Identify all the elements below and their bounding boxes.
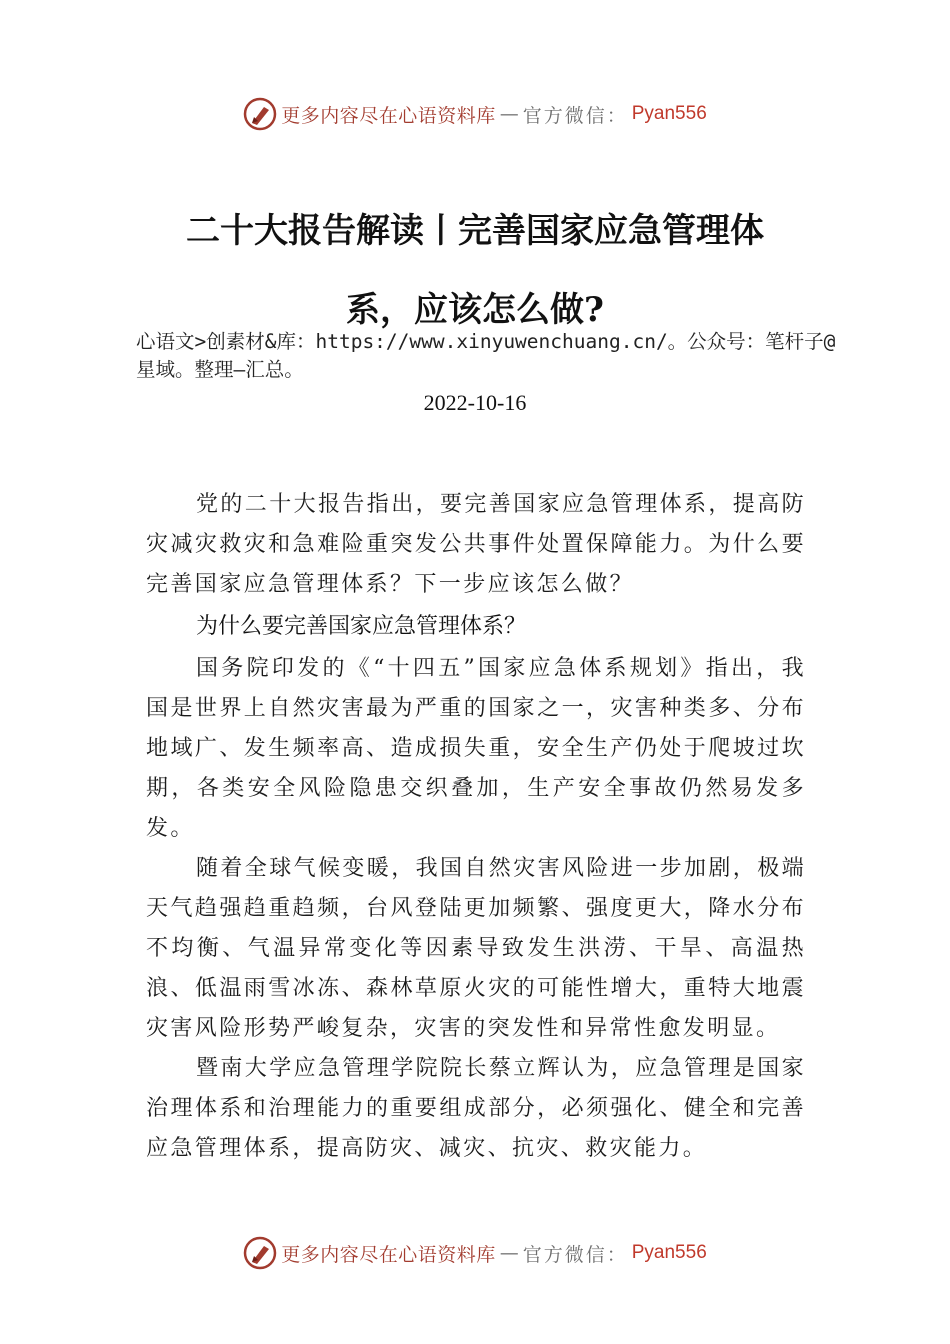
pen-nib-logo-icon — [243, 97, 277, 131]
banner-text: 更多内容尽在心语资料库 — [281, 1243, 496, 1266]
paragraph-planning: 国务院印发的《“十四五”国家应急体系规划》指出，我国是世界上自然灾害最为严重的国家之一，灾害种类多、分布地域广、发生频率高、造成损失重，安全生产仍处于爬坡过坎期，各类安全风险隐患交织叠加，生产安全事故仍然易发多发。 — [146, 656, 806, 841]
footer-banner — [0, 1233, 950, 1273]
paragraph-expert: 暨南大学应急管理学院院长蔡立辉认为，应急管理是国家治理体系和治理能力的重要组成部分，必须强化、健全和完善应急管理体系，提高防灾、减灾、抗灾、救灾能力。 — [146, 1056, 807, 1161]
article-body — [146, 485, 806, 1169]
article-title-line1: 二十大报告解读丨完善国家应急管理体 — [186, 211, 764, 251]
paragraph-climate: 随着全球气候变暖，我国自然灾害风险进一步加剧，极端天气趋强趋重趋频，台风登陆更加频繁、强度更大，降水分布不均衡、气温异常变化等因素导致发生洪涝、干旱、高温热浪、低温雨雪冰冻、森林草原火灾的可能性增大，重特大地震灾害风险形势严峻复杂，灾害的突发性和异常性愈发明显。 — [146, 856, 807, 1041]
banner-wechat-id: Pyan556 — [631, 103, 707, 124]
banner-text: 更多内容尽在心语资料库 — [281, 104, 496, 127]
banner-wechat-label: 官方微信： — [522, 1243, 628, 1266]
section-heading: 为什么要完善国家应急管理体系？ — [196, 614, 527, 639]
banner-wechat-id: Pyan556 — [631, 1242, 707, 1263]
banner-dash: — — [499, 1242, 519, 1264]
paragraph-intro: 党的二十大报告指出，要完善国家应急管理体系，提高防灾减灾救灾和急难险重突发公共事件处置保障能力。为什么要完善国家应急管理体系？下一步应该怎么做？ — [146, 492, 807, 597]
article-date: 2022-10-16 — [423, 390, 527, 415]
banner-dash: — — [499, 103, 519, 125]
article-title-line2: 系，应该怎么做? — [346, 290, 604, 330]
pen-nib-logo-icon — [243, 1236, 277, 1270]
article-source: 心语文>创素材&库：https://www.xinyuwenchuang.cn/。公众号：笔杆子@星域。整理—汇总。 — [136, 330, 836, 381]
header-banner — [0, 94, 950, 134]
banner-wechat-label: 官方微信： — [522, 104, 628, 127]
